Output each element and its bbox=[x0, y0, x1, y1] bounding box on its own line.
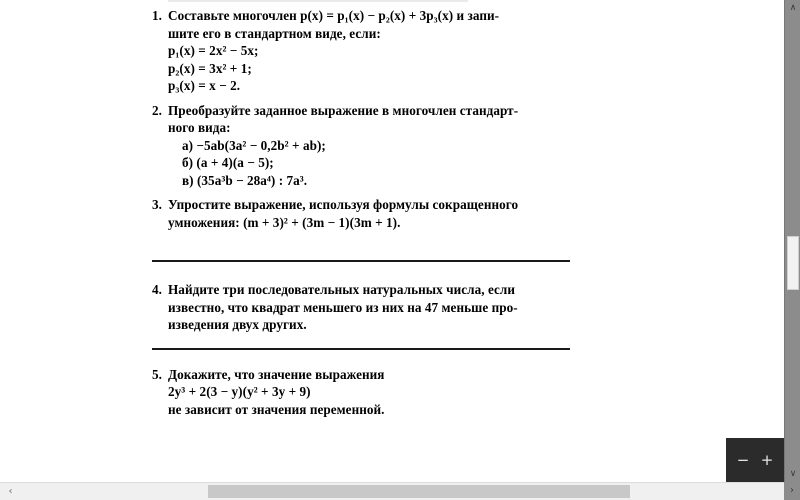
task-3-line-1: Упростите выражение, используя формулы сокращенного bbox=[168, 197, 519, 212]
task-2-item-a: а) −5ab(3a² − 0,2b² + ab); bbox=[182, 137, 326, 153]
task-2-number: 2. bbox=[152, 102, 162, 118]
vertical-scrollbar[interactable] bbox=[784, 0, 800, 482]
task-5-lines bbox=[168, 366, 574, 419]
task-4 bbox=[0, 262, 784, 334]
task-4-line-2: известно, что квадрат меньшего из них на 47 меньше про- bbox=[168, 299, 518, 315]
task-1-line-4: p₂(x) = 3x² + 1; bbox=[168, 60, 252, 76]
zoom-controls bbox=[726, 438, 784, 482]
scroll-right-arrow-icon[interactable]: › bbox=[784, 482, 800, 500]
task-3-body bbox=[152, 196, 574, 231]
task-1-line-5: p₃(x) = x − 2. bbox=[168, 78, 241, 93]
task-5-number: 5. bbox=[152, 366, 162, 382]
task-1-line-2: шите его в стандартном виде, если: bbox=[168, 25, 381, 41]
task-2 bbox=[0, 95, 784, 190]
task-2-lines bbox=[168, 102, 574, 190]
task-4-body bbox=[152, 281, 574, 334]
zoom-out-button[interactable]: − bbox=[736, 450, 750, 469]
task-3-lines bbox=[168, 196, 574, 231]
horizontal-scrollbar[interactable] bbox=[0, 482, 784, 500]
vertical-scrollbar-thumb[interactable] bbox=[787, 236, 799, 290]
task-5-line-2: 2y³ + 2(3 − y)(y² + 3y + 9) bbox=[168, 384, 311, 399]
task-2-item-b: б) (a + 4)(a − 5); bbox=[182, 155, 274, 170]
task-1-line-1: Составьте многочлен p(x) = p₁(x) − p₂(x) + 3p₃(x) и запи- bbox=[168, 8, 500, 23]
task-2-body bbox=[152, 102, 574, 190]
task-5 bbox=[0, 350, 784, 419]
task-4-line-1: Найдите три последовательных натуральных числа, если bbox=[168, 282, 516, 297]
task-5-line-1: Докажите, что значение выражения bbox=[168, 366, 385, 382]
task-3-number: 3. bbox=[152, 197, 162, 212]
horizontal-scrollbar-thumb[interactable] bbox=[208, 485, 630, 498]
scroll-down-arrow-icon[interactable]: ∨ bbox=[789, 469, 797, 479]
task-2-line-2: ного вида: bbox=[168, 120, 231, 135]
scroll-left-arrow-icon[interactable]: ‹ bbox=[8, 486, 13, 497]
task-1-lines bbox=[168, 7, 574, 95]
task-2-line-1: Преобразуйте заданное выражение в многочлен стандарт- bbox=[168, 102, 519, 118]
task-1-body bbox=[152, 7, 574, 95]
task-4-line-3: изведения двух других. bbox=[168, 317, 307, 332]
task-2-item-v: в) (35a³b − 28a⁴) : 7a³. bbox=[182, 172, 308, 188]
task-1-line-3: p₁(x) = 2x² − 5x; bbox=[168, 43, 259, 58]
zoom-in-button[interactable]: + bbox=[760, 450, 774, 469]
task-3-line-2: умножения: (m + 3)² + (3m − 1)(3m + 1). bbox=[168, 214, 401, 230]
scroll-up-arrow-icon[interactable]: ∧ bbox=[789, 3, 797, 13]
task-1-number: 1. bbox=[152, 8, 162, 23]
task-1 bbox=[0, 0, 784, 95]
task-4-lines bbox=[168, 281, 574, 334]
task-3 bbox=[0, 189, 784, 231]
task-4-number: 4. bbox=[152, 282, 162, 297]
task-5-line-3: не зависит от значения переменной. bbox=[168, 401, 385, 417]
task-5-body bbox=[152, 366, 574, 419]
